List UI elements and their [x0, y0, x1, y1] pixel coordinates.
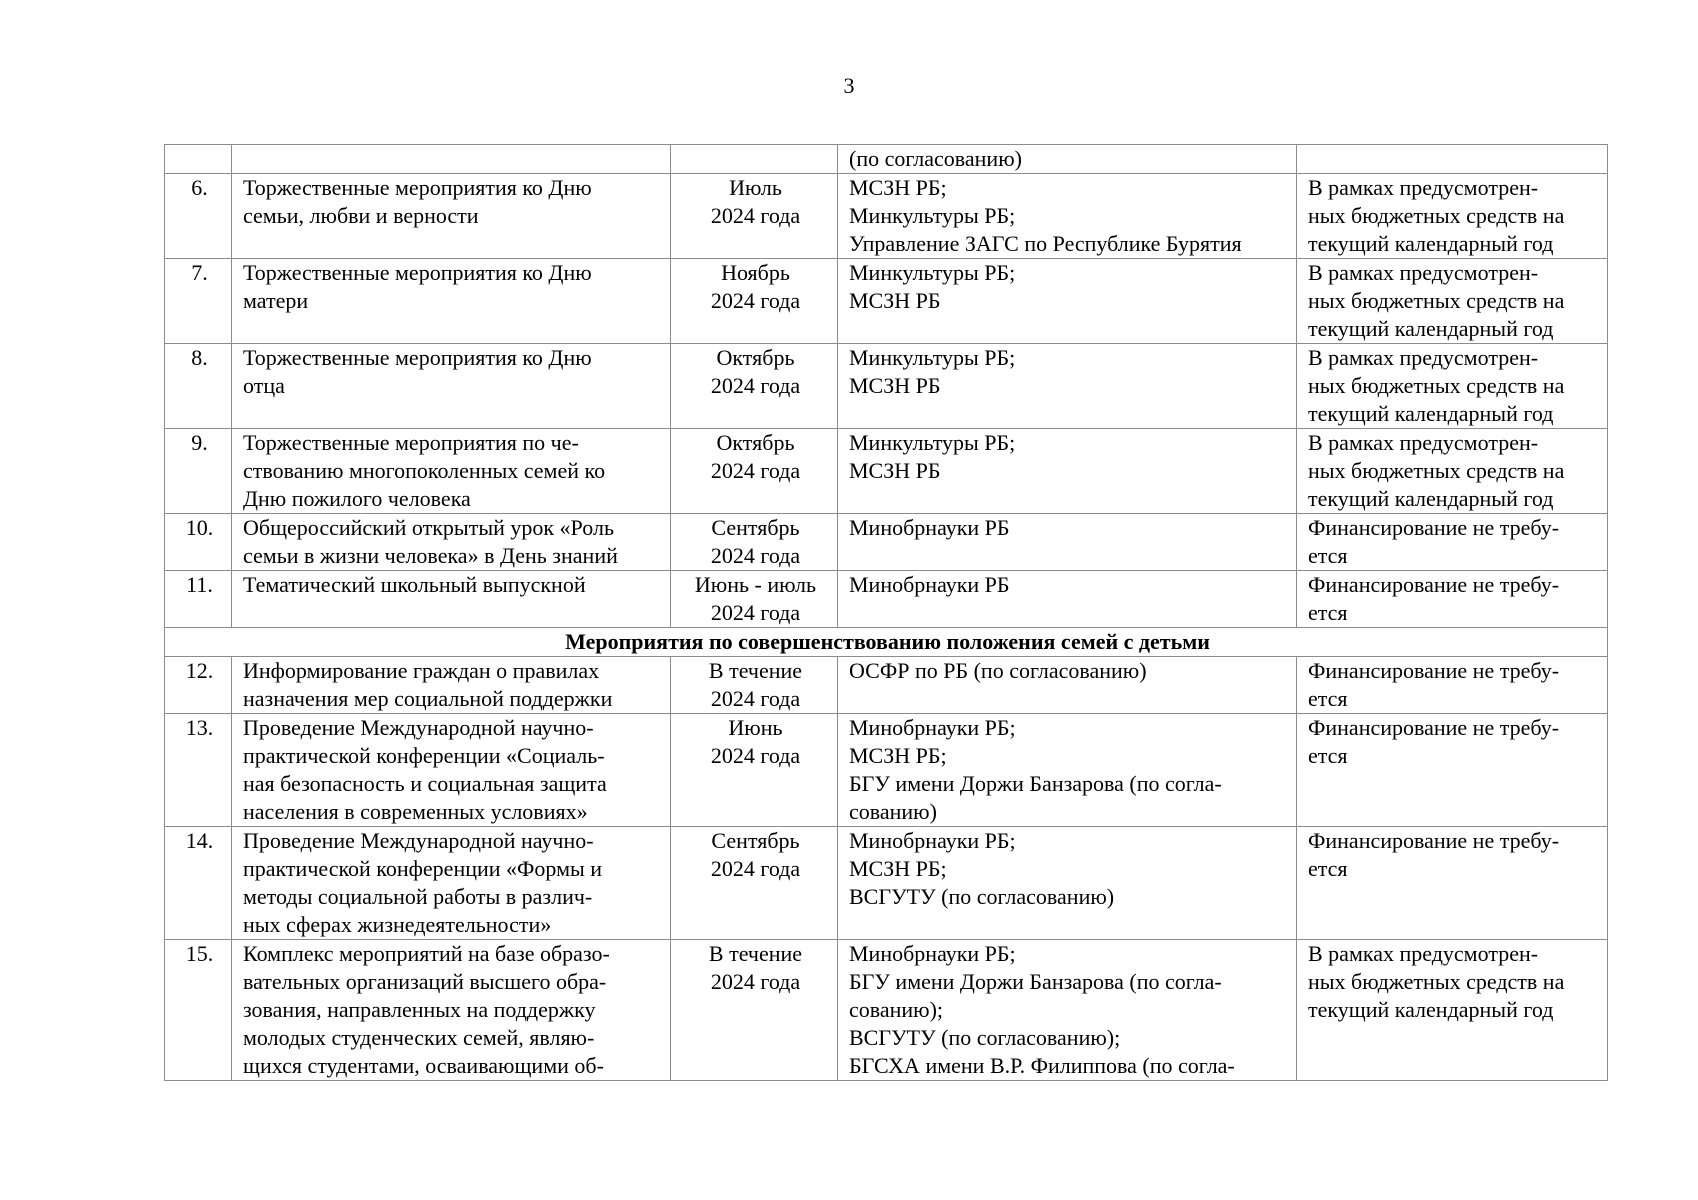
events-table: [164, 144, 1608, 1081]
event-executors: Минкультуры РБ; МСЗН РБ: [838, 344, 1297, 429]
table-row: [165, 174, 1608, 259]
event-funding: В рамках предусмотрен- ных бюджетных средств на текущий календарный год: [1297, 940, 1608, 1081]
event-period: Ноябрь 2024 года: [671, 259, 838, 344]
event-name: Торжественные мероприятия ко Дню семьи, любви и верности: [232, 174, 671, 259]
table-row: [165, 827, 1608, 940]
event-name: Проведение Международной научно- практической конференции «Формы и методы социальной работы в различ- ных сферах жизнедеятельности»: [232, 827, 671, 940]
event-name: Информирование граждан о правилах назначения мер социальной поддержки: [232, 657, 671, 714]
event-funding: Финансирование не требу- ется: [1297, 827, 1608, 940]
table-row: [165, 514, 1608, 571]
row-number: 6.: [165, 174, 232, 259]
row-number: 8.: [165, 344, 232, 429]
event-period: Октябрь 2024 года: [671, 429, 838, 514]
section-header-row: [165, 628, 1608, 657]
row-number: 13.: [165, 714, 232, 827]
event-period: Октябрь 2024 года: [671, 344, 838, 429]
event-funding: В рамках предусмотрен- ных бюджетных средств на текущий календарный год: [1297, 429, 1608, 514]
event-executors: Минобрнауки РБ: [838, 514, 1297, 571]
table-row: [165, 344, 1608, 429]
section-title: Мероприятия по совершенствованию положения семей с детьми: [165, 628, 1608, 657]
event-period: Сентябрь 2024 года: [671, 514, 838, 571]
row-number: 14.: [165, 827, 232, 940]
table-row: [165, 145, 1608, 174]
table-row: [165, 571, 1608, 628]
event-period: В течение 2024 года: [671, 657, 838, 714]
event-executors: ОСФР по РБ (по согласованию): [838, 657, 1297, 714]
table-row: [165, 940, 1608, 1081]
table-row: [165, 657, 1608, 714]
table-row: [165, 429, 1608, 514]
event-name: Тематический школьный выпускной: [232, 571, 671, 628]
row-number: 7.: [165, 259, 232, 344]
event-executors: Минкультуры РБ; МСЗН РБ: [838, 429, 1297, 514]
event-name: Торжественные мероприятия ко Дню отца: [232, 344, 671, 429]
event-executors: МСЗН РБ; Минкультуры РБ; Управление ЗАГС по Республике Бурятия: [838, 174, 1297, 259]
event-name: [232, 145, 671, 174]
table-row: [165, 714, 1608, 827]
row-number: 10.: [165, 514, 232, 571]
event-period: В течение 2024 года: [671, 940, 838, 1081]
event-funding: В рамках предусмотрен- ных бюджетных средств на текущий календарный год: [1297, 344, 1608, 429]
event-period: Июнь 2024 года: [671, 714, 838, 827]
event-funding: В рамках предусмотрен- ных бюджетных средств на текущий календарный год: [1297, 259, 1608, 344]
event-executors: Минобрнауки РБ; БГУ имени Доржи Банзарова (по согла- сованию); ВСГУТУ (по согласованию); БГСХА имени В.Р. Филиппова (по согла-: [838, 940, 1297, 1081]
event-executors: Минобрнауки РБ: [838, 571, 1297, 628]
row-number: 12.: [165, 657, 232, 714]
event-name: Проведение Международной научно- практической конференции «Социаль- ная безопасность и социальная защита населения в современных условиях»: [232, 714, 671, 827]
event-executors: Минкультуры РБ; МСЗН РБ: [838, 259, 1297, 344]
table-row: [165, 259, 1608, 344]
row-number: 11.: [165, 571, 232, 628]
row-number: [165, 145, 232, 174]
event-period: Июнь - июль 2024 года: [671, 571, 838, 628]
event-executors: Минобрнауки РБ; МСЗН РБ; БГУ имени Доржи Банзарова (по согла- сованию): [838, 714, 1297, 827]
event-name: Торжественные мероприятия ко Дню матери: [232, 259, 671, 344]
event-period: Сентябрь 2024 года: [671, 827, 838, 940]
event-funding: Финансирование не требу- ется: [1297, 571, 1608, 628]
event-funding: Финансирование не требу- ется: [1297, 657, 1608, 714]
event-funding: [1297, 145, 1608, 174]
event-executors: (по согласованию): [838, 145, 1297, 174]
page-number: 3: [843, 73, 855, 98]
event-name: Торжественные мероприятия по че- ствованию многопоколенных семей ко Дню пожилого человека: [232, 429, 671, 514]
event-name: Общероссийский открытый урок «Роль семьи в жизни человека» в День знаний: [232, 514, 671, 571]
row-number: 15.: [165, 940, 232, 1081]
event-executors: Минобрнауки РБ; МСЗН РБ; ВСГУТУ (по согласованию): [838, 827, 1297, 940]
event-funding: Финансирование не требу- ется: [1297, 714, 1608, 827]
event-funding: В рамках предусмотрен- ных бюджетных средств на текущий календарный год: [1297, 174, 1608, 259]
events-table-body: [165, 145, 1608, 1081]
event-name: Комплекс мероприятий на базе образо- вательных организаций высшего обра- зования, направленных на поддержку молодых студенческих семей, являю- щихся студентами, осваивающими об-: [232, 940, 671, 1081]
row-number: 9.: [165, 429, 232, 514]
event-period: [671, 145, 838, 174]
event-period: Июль 2024 года: [671, 174, 838, 259]
event-funding: Финансирование не требу- ется: [1297, 514, 1608, 571]
